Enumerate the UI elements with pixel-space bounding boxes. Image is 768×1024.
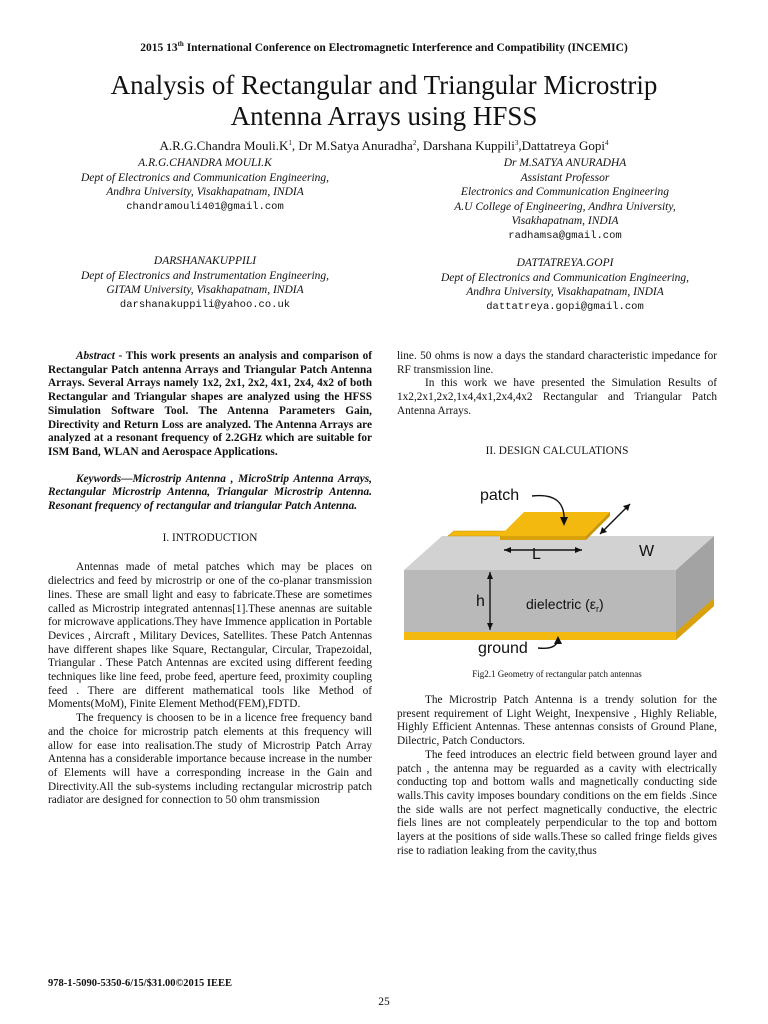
patch-antenna-figure	[404, 478, 718, 658]
abstract-text: - This work presents an analysis and comparison of Rectangular Patch antenna Arrays and Triangular Patch Antenna Arrays. Several Arrays namely 1x2, 2x1, 2x2, 4x1, 2x4, 4x2 of both Rectangular and Triangular shapes are analyzed using the HFSS Simulation Software Tool. The Antenna Parameters Gain, Directivity and Return Loss are analyzed. The Antenna Arrays are analyzed at a resonant frequency of 2.2GHz which are suitable for ISM Band, WLAN and Aerospace Applications.	[48, 350, 372, 458]
affiliation-name: DARSHANAKUPPILI	[153, 255, 257, 267]
abstract	[48, 350, 372, 460]
ground-label: ground	[478, 640, 528, 657]
dielectric-label-sub: r	[596, 604, 600, 614]
abstract-label: Abstract	[76, 350, 115, 362]
title-line-2: Antenna Arrays using HFSS	[230, 101, 538, 131]
dielectric-label	[526, 596, 604, 614]
author-3-mark: 3	[514, 139, 519, 147]
affiliation-line: Andhra University, Visakhapatnam, INDIA	[466, 286, 664, 298]
affiliation-line: Assistant Professor	[520, 171, 610, 184]
affiliation-4	[400, 256, 730, 314]
affiliation-name: Dr M.SATYA ANURADHA	[503, 157, 627, 169]
affiliation-1	[40, 156, 370, 214]
author-2-mark: 2	[412, 139, 417, 147]
affiliation-email: radhamsa@gmail.com	[508, 229, 622, 242]
title-line-1: Analysis of Rectangular and Triangular Microstrip	[110, 70, 658, 100]
affiliation-line: Dept of Electronics and Instrumentation Engineering,	[80, 269, 330, 282]
author-1: A.R.G.Chandra Mouli.K	[159, 138, 289, 153]
affiliation-2	[400, 156, 730, 243]
affiliation-line: GITAM University, Visakhapatnam, INDIA	[106, 284, 304, 296]
affiliation-line: A.U College of Engineering, Andhra University,	[454, 200, 676, 213]
author-4: ,Dattatreya Gopi	[518, 138, 606, 153]
copyright-footer: 978-1-5090-5350-6/15/$31.00©2015 IEEE	[48, 978, 233, 989]
dielectric-label-close: )	[599, 596, 604, 612]
ground-plane-front	[404, 632, 676, 640]
keywords	[48, 473, 372, 514]
patch-front-edge	[500, 536, 586, 540]
intro-paragraph-2: The frequency is choosen to be in a licence free frequency band and the choice for microstrip patch elements at this frequency will allow for ease into realisation.The study of Microstrip Patch Array Antenna has a considerable importance because increase in the number of Elements will have a corresponding increase in the Gain and Directivity.All the sub-systems including rectangular microstrip patch radiator are designed for connection to 50 ohm transmission	[48, 712, 372, 807]
left-column	[48, 350, 372, 808]
affiliation-line: Andhra University, Visakhapatnam, INDIA	[106, 186, 304, 198]
dielectric-top-face	[404, 536, 714, 570]
design-paragraph-1: The Microstrip Patch Antenna is a trendy solution for the present requirement of Light Weight, Inexpensive , Highly Reliable, Highly Efficient Antennas. These antennas consists of Ground Plane, Dilectric, Patch Conductors.	[397, 694, 717, 748]
design-paragraph-2: The feed introduces an electric field between ground layer and patch , the antenna may be reguarded as a cavity with electrically conducting top and bottom walls and magnetically conducting side walls.This cavity imposes boundary conditions on the em fields .Since the side walls are not perfect magnetically conductive, the electric fiels lines are not compleately perpendicular to the top and bottom layers at the positions of side walls.These so called fringe fields gives rise to radiation leaking from the cavity,thus	[397, 748, 717, 857]
affiliation-name: DATTATREYA.GOPI	[516, 257, 614, 269]
dielectric-label-text: dielectric (ε	[526, 596, 597, 612]
conference-year: 2015 13	[140, 42, 178, 54]
conference-name: International Conference on Electromagnetic Interference and Compatibility (INCEMIC)	[183, 42, 628, 54]
affiliation-line: Dept of Electronics and Communication Engineering,	[80, 171, 330, 184]
right-paragraph-2: In this work we have presented the Simulation Results of 1x2,2x1,2x2,1x4,4x1,2x4,4x2 Rectangular and Triangular Patch Antenna Arrays.	[397, 377, 717, 417]
affiliation-email: darshanakuppili@yahoo.co.uk	[119, 298, 291, 311]
keywords-label: Keywords	[76, 472, 122, 485]
keywords-text: —Microstrip Antenna , MicroStrip Antenna Arrays, Rectangular Microstrip Antenna, Triangular Microstrip Antenna. Resonant frequency of rectangular and triangular Patch Antenna.	[48, 472, 372, 513]
author-1-mark: 1	[288, 139, 292, 147]
feed-line	[448, 531, 508, 536]
intro-paragraph-1: Antennas made of metal patches which may be places on dielectrics and feed by microstrip or one of the co-planar transmission lines. These are small light and easy to fabricate.These are sometimes called as Microstrip integrated antennas[1].These anennas are suitable for microwave applications.They have Immence application in Portable Devices , Aircraft , Military Devices, Satellites. These Patch Antennas have different shapes like Square, Rectangular, Circular, Trapezoidal, Triangular . These Patch Antennas are excited using different feeding techniques like line feed, probe feed, aperture feed, proximity coupling feed . There are different mathematical tools like Method of Moments(MoM), Finite Element Method(FEM),FDTD.	[48, 561, 372, 711]
author-line	[0, 138, 768, 154]
affiliation-email: dattatreya.gopi@gmail.com	[486, 300, 644, 313]
affiliation-email: chandramouli401@gmail.com	[126, 200, 284, 213]
author-3: , Darshana Kuppili	[416, 138, 515, 153]
conference-ordinal: th	[177, 40, 184, 48]
section-heading-design: II. DESIGN CALCULATIONS	[485, 445, 629, 457]
affiliation-line: Dept of Electronics and Communication Engineering,	[440, 271, 690, 284]
page-number: 25	[378, 996, 390, 1008]
affiliation-line: Electronics and Communication Engineering	[460, 186, 670, 198]
affiliation-name: A.R.G.CHANDRA MOULI.K	[138, 157, 272, 169]
affiliation-3	[40, 254, 370, 312]
patch-label: patch	[480, 487, 520, 504]
right-column-bottom	[397, 694, 717, 858]
affiliation-line: Visakhapatnam, INDIA	[511, 215, 619, 227]
height-label: h	[476, 593, 485, 610]
right-column-top	[397, 350, 717, 419]
width-label: W	[639, 543, 655, 560]
conference-header	[0, 42, 768, 54]
author-4-mark: 4	[605, 139, 609, 147]
right-paragraph-1: line. 50 ohms is now a days the standard characteristic impedance for RF transmission line.	[397, 350, 717, 376]
length-label: L	[532, 546, 541, 563]
figure-caption: Fig2.1 Geometry of rectangular patch antennas	[472, 669, 642, 679]
paper-title	[40, 70, 728, 132]
author-2: , Dr M.Satya Anuradha	[291, 138, 413, 153]
ground-pointer-arrow	[538, 640, 558, 648]
section-heading-introduction: I. INTRODUCTION	[162, 531, 258, 544]
